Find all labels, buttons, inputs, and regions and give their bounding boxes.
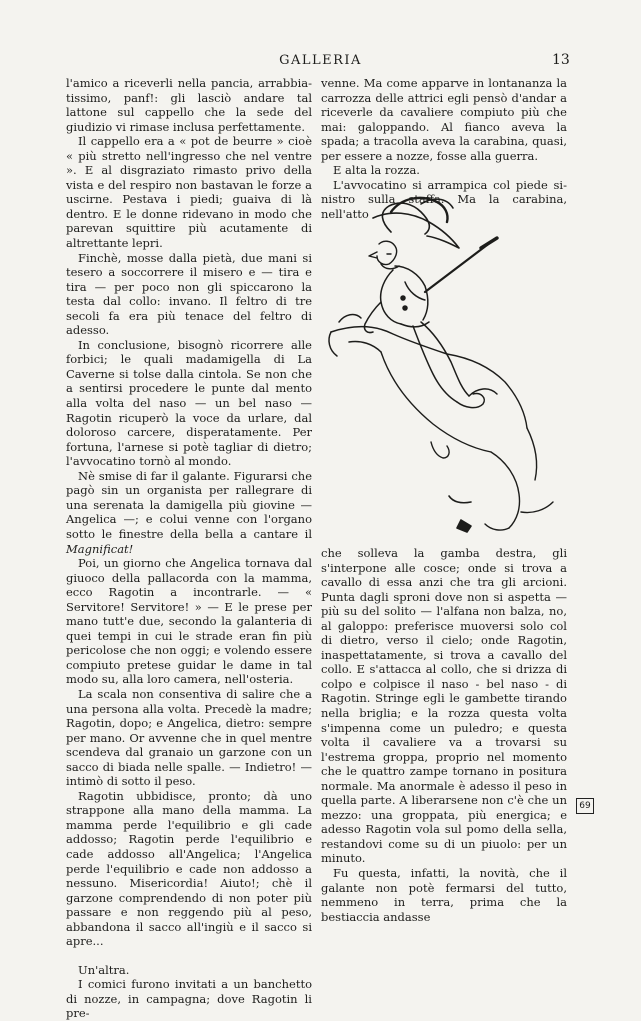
paragraph: Finchè, mosse dalla pietà, due mani si tesero a soccorrere il misero e — tira e tira — per poco non gli spiccarono la testa dal collo: invano. Il feltro di tre secoli fa era più tenace del feltro di adesso. xyxy=(66,250,312,338)
paragraph: In conclusione, bisognò ricorrere alle forbici; le quali madamigella di La Caverne si tolse dalla cintola. Se non che a sentirsi procedere le punte dal mento alla volta del naso — un bel naso — Ragotin ricuperò la voce da urlare, dal doloroso carcere, disperatamente. Per fortuna, l'arnese si potè tagliar di dietro; l'avvocatino tornò al mondo. xyxy=(66,337,312,469)
paragraph: E alta la rozza. xyxy=(333,163,420,178)
italic-word: Magnificat! xyxy=(66,541,134,556)
carabine xyxy=(425,238,497,292)
paragraph: l'amico a riceverli nella pancia, arrabbiatissimo, panf!: gli lasciò andare tal lattone sul cappello che la sede del giudizio vi rimase inclusa perfettamente. xyxy=(66,76,312,134)
paragraph: La scala non consentiva di salire che a una persona alla volta. Precedè la madre; Ragotin, dopo; e Angelica, dietro: sempre per mano. Or avvenne che in quel mentre scendeva dal granaio un garzone con un sacco di biada nelle spalle. — Indietro! — intimò di sotto il peso. xyxy=(66,686,312,789)
horse-hooves xyxy=(449,496,471,532)
magazine-title: GALLERIA xyxy=(279,53,362,68)
paragraph: Fu questa, infatti, la novità, che il galante non potè fermarsi del tutto, nemmeno in terra, prima che la bestiaccia andasse xyxy=(321,866,567,924)
paragraph: Un'altra. xyxy=(78,962,130,977)
rider-legs xyxy=(413,322,497,408)
left-text-column xyxy=(66,76,312,1021)
paragraph: L'avvocatino si arrampica col piede sinistro sulla staffa. Ma la carabina, nell'atto xyxy=(321,177,567,221)
paragraph-text: Nè smise di far il galante. Figurarsi che pagò sin un organista per rallegrare di una serenata la damigella più giovine — Angelica —; e colui venne con l'organo sotto le finestre della bella a cantare il xyxy=(66,468,312,541)
paragraph: Il cappello era a « pot de beurre » cioè « più stretto nell'ingresso che nel ventre ». E al disgraziato rimasto privo della vista e del respiro non bastavan le forze a uscirne. Pestava i piedi; guaiva di là dentro. E le donne ridevano in modo che parevan squittire più acutamente di altrettante lepri. xyxy=(66,134,312,251)
paragraph: Ragotin ubbidisce, pronto; dà uno strappone alla mano della mamma. La mamma perde l'equilibrio e gli cade addosso; Ragotin perde l'equilibrio e cade addosso all'Angelica; l'Angelica perde l'equilibrio e cade non addosso a nessuno. Misericordia! Aiuto!; chè il garzone comprendendo di non poter più passare e non reggendo più al peso, abbandona il sacco all'ingiù e il sacco si apre... xyxy=(66,788,312,949)
paragraph: venne. Ma come apparve in lontananza la carrozza delle attrici egli pensò d'andar a riceverle da cavaliere compiuto più che mai: galoppando. Al fianco aveva la spada; a tracolla aveva la carabina, quasi, per essere a nozze, fosse alla guerra. xyxy=(321,76,567,163)
horse-neck xyxy=(329,315,447,356)
feathered-hat xyxy=(373,198,459,248)
page-badge: 69 xyxy=(576,798,594,814)
page-number: 13 xyxy=(552,52,570,68)
rider-body xyxy=(364,266,429,333)
paragraph: Poi, un giorno che Angelica tornava dal giuoco della pallacorda con la mamma, ecco Ragotin a incontrarle. — « Servitore! Servitore! » — E le prese per mano tutt'e due, secondo la galanteria di quei tempi in cui le strade eran fin più pericolose che non oggi; e volendo essere compiuto pretese guidar le dame in tal modo su, alla loro camera, nell'osteria. xyxy=(66,556,312,687)
rider-illustration xyxy=(321,182,567,544)
paragraph xyxy=(66,469,312,556)
paragraph: che solleva la gamba destra, gli s'interpone alle cosce; onde si trova a cavallo di essa anzi che tra gli arcioni. Punta dagli sproni dove non si aspetta — più su del solito — l'alfana non balza, no, al galoppo: preferisce muoversi solo col di dietro, verso il cielo; onde Ragotin, inaspettatamente, si trova a cavallo del collo. E s'attacca al collo, che si drizza di colpo e colpisce il naso - bel naso - di Ragotin. Stringe egli le gambette tirando nella briglia; e la rozza questa volta s'impenna come un puledro; e questa volta il cavaliere va a trovarsi su l'estrema groppa, proprio nel momento che le quattro zampe tornano in positura normale. Ma anormale è adesso il peso in quella parte. A liberarsene non c'è che un mezzo: una groppata, più energica; e adesso Ragotin vola sul pomo della sella, restandovi come su di un piuolo: per un minuto. xyxy=(321,546,567,866)
paragraph: I comici furono invitati a un banchetto di nozze, in campagna; dove Ragotin li pre- xyxy=(66,977,312,1021)
rider-head xyxy=(369,241,399,269)
right-text-column-bottom xyxy=(321,546,567,924)
